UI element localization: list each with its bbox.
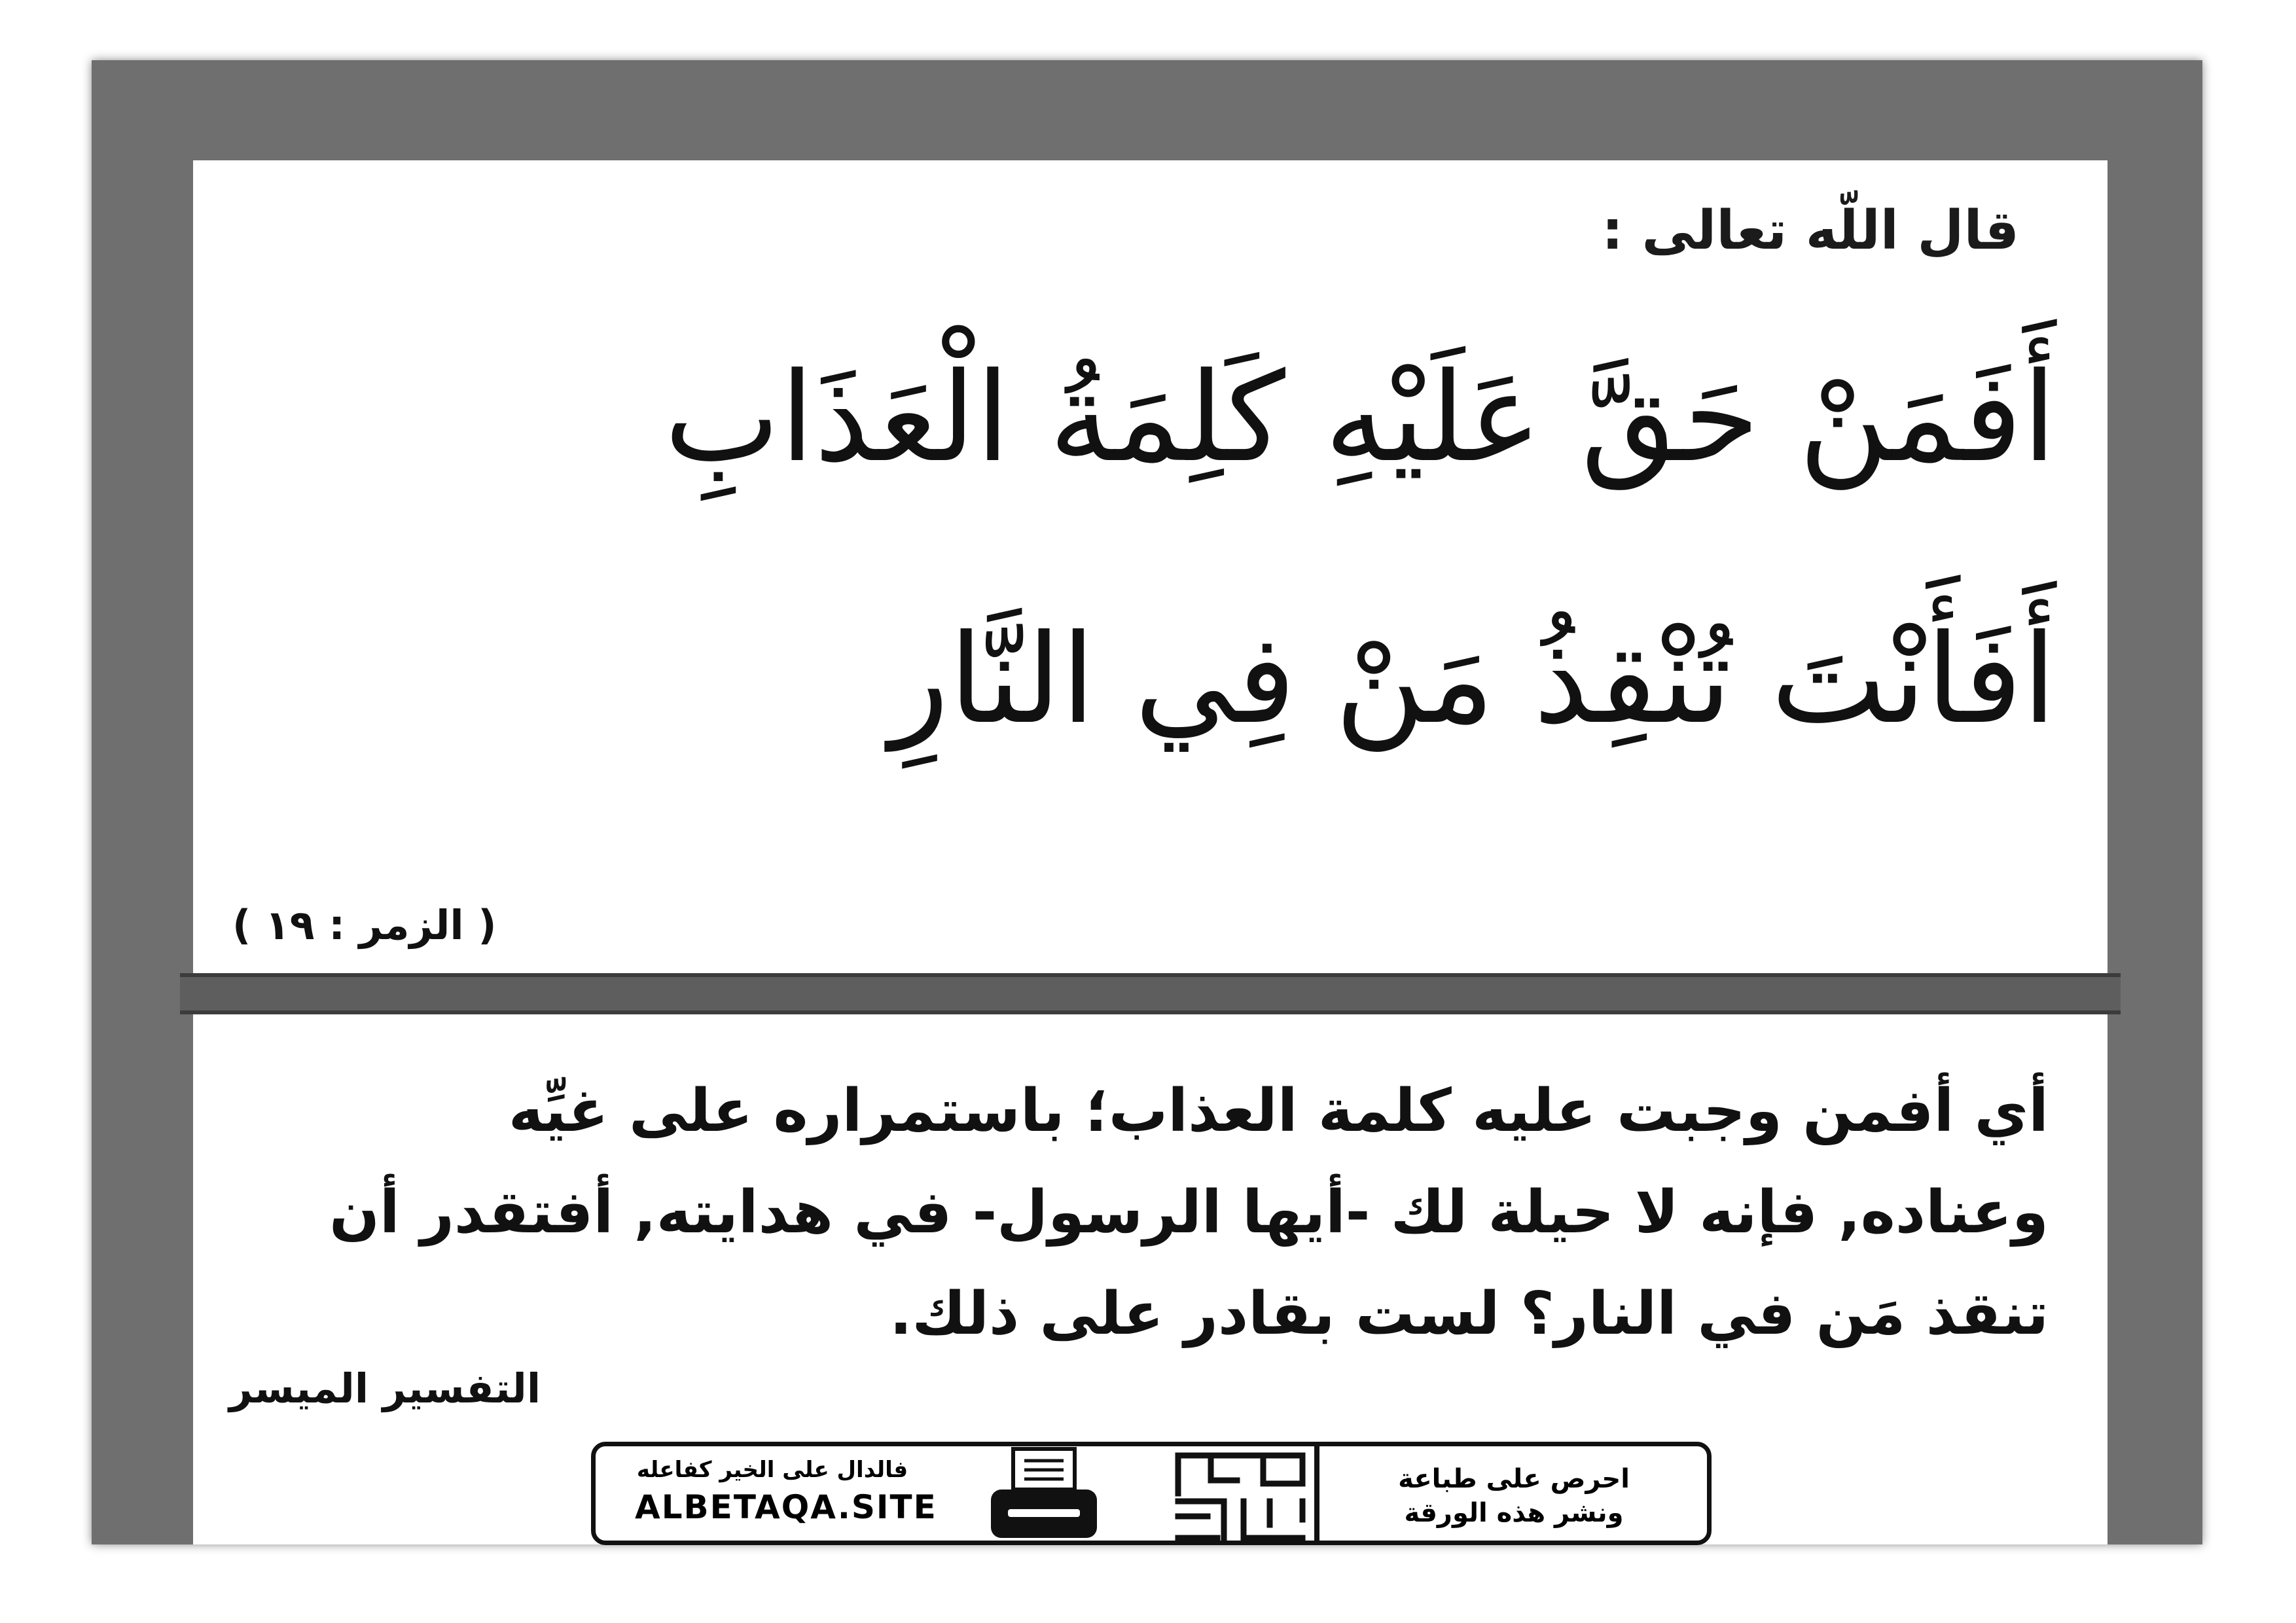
footer-note-1: احرص على طباعة — [1398, 1464, 1630, 1494]
footer-motto: فالدال على الخير كفاعله — [636, 1457, 908, 1483]
logo-icon — [1172, 1448, 1309, 1546]
footer-banner — [591, 1442, 1712, 1545]
site-link[interactable]: ALBETAQA.SITE — [635, 1488, 937, 1526]
footer-right — [1360, 1462, 1668, 1530]
verse-panel — [193, 160, 2108, 973]
tafsir-line-3: تنقذ مَن في النار؟ لست بقادر على ذلك. — [889, 1279, 2049, 1348]
verse-reference: ( الزمر : ١٩ ) — [232, 901, 497, 949]
tafsir-text — [229, 1060, 2049, 1364]
verse-line-2: أَفَأَنْتَ تُنْقِذُ مَنْ فِي النَّارِ — [889, 608, 2056, 751]
tafsir-source: التفسير الميسر — [229, 1364, 541, 1412]
printer-icon — [988, 1446, 1100, 1544]
footer-note-2: ونشر هذه الورقة — [1404, 1498, 1624, 1528]
intro-heading: قال اللّه تعالى : — [1602, 200, 2019, 262]
tafsir-line-1: أي أفمن وجبت عليه كلمة العذاب؛ باستمراره على غيِّه — [508, 1077, 2049, 1145]
footer-left — [635, 1457, 937, 1526]
tafsir-line-2: وعناده, فإنه لا حيلة لك -أيها الرسول- في هدايته, أفتقدر أن — [329, 1178, 2049, 1247]
footer-separator — [1314, 1446, 1319, 1541]
divider-bar — [180, 973, 2121, 1014]
verse-line-1: أَفَمَنْ حَقَّ عَلَيْهِ كَلِمَةُ الْعَذَابِ — [664, 346, 2056, 490]
